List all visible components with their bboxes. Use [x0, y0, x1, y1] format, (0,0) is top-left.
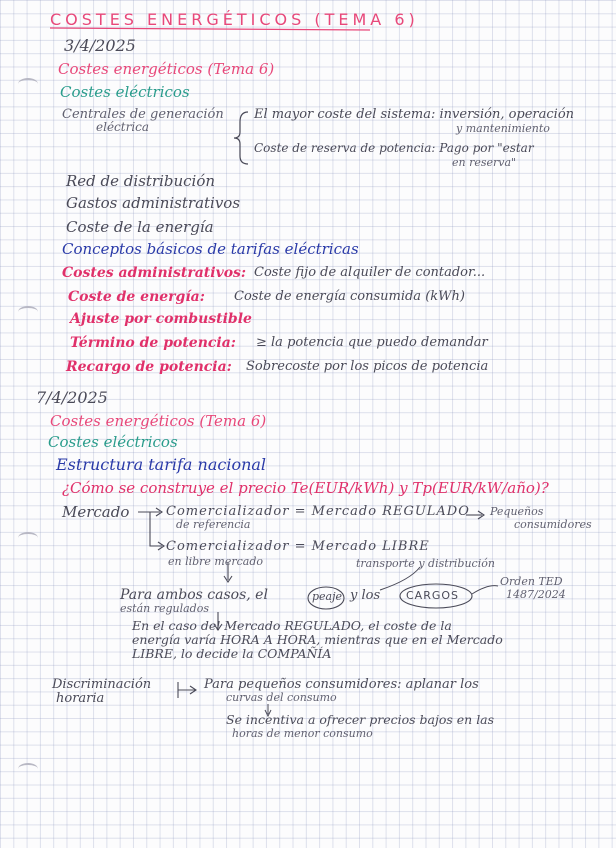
cargos-circled: CARGOS [406, 589, 460, 602]
concept-term: Recargo de potencia: [66, 359, 232, 375]
transporte-note: transporte y distribución [356, 557, 495, 570]
branch1-text-2: y mantenimiento [456, 122, 550, 135]
branch2-text-2: en reserva" [452, 156, 517, 169]
concept-term: Costes administrativos: [62, 265, 247, 281]
regulado-line-3: LIBRE, lo decide la COMPAÑÍA [132, 646, 332, 661]
section2-heading: Costes energéticos (Tema 6) [50, 412, 267, 430]
section1-heading: Costes energéticos (Tema 6) [58, 60, 275, 78]
structure-title: Estructura tarifa nacional [56, 455, 267, 474]
y-los: y los [350, 588, 381, 603]
concept-term: Ajuste por combustible [70, 311, 252, 327]
concept-desc: Coste fijo de alquiler de contador... [254, 265, 486, 280]
discrim-text-3: Se incentiva a ofrecer precios bajos en las [226, 712, 495, 727]
list-item-gastos: Gastos administrativos [66, 194, 241, 212]
estan-regulados: están regulados [120, 602, 209, 615]
concepts-title: Conceptos básicos de tarifas eléctricas [62, 240, 359, 258]
list-item-coste: Coste de la energía [66, 218, 214, 236]
regulado-line-2: energía varía HORA A HORA, mientras que en el Mercado [132, 632, 503, 647]
section1-subheading: Costes eléctricos [60, 83, 190, 101]
branch2-text: Coste de reserva de potencia: Pago por "estar [254, 141, 534, 155]
discriminacion-label: Discriminación [52, 677, 152, 692]
concept-desc: Coste de energía consumida (kWh) [234, 289, 465, 304]
pequenos-consumidores: Pequeños [490, 505, 544, 518]
centrales-label: Centrales de generación [62, 107, 224, 122]
comercializador-libre: Comercializador = Mercado LIBRE [166, 539, 430, 554]
comercializador-regulado: Comercializador = Mercado REGULADO [166, 504, 470, 519]
page-title: COSTES ENERGÉTICOS (TEMA 6) [50, 10, 419, 29]
comercializador-ref-sub: de referencia [176, 518, 251, 531]
list-item-red: Red de distribución [66, 172, 216, 190]
concept-term: Término de potencia: [70, 335, 236, 351]
question: ¿Cómo se construye el precio Te(EUR/kWh) y Tp(EUR/kW/año)? [62, 479, 549, 497]
orden-ted: Orden TED [500, 575, 563, 588]
discriminacion-label-2: horaria [56, 691, 105, 706]
regulado-line-1: En el caso del Mercado REGULADO, el coste de la [132, 618, 452, 633]
date-2: 7/4/2025 [36, 388, 108, 407]
concept-desc: Sobrecoste por los picos de potencia [246, 359, 489, 374]
date-1: 3/4/2025 [64, 36, 136, 55]
ambos-casos: Para ambos casos, el [120, 587, 268, 603]
peaje-circled: peaje [312, 590, 343, 603]
pequenos-consumidores-2: consumidores [514, 518, 592, 531]
mercado-label: Mercado [62, 503, 130, 521]
discrim-text: Para pequeños consumidores: aplanar los [204, 677, 479, 692]
discrim-text-2: curvas del consumo [226, 691, 337, 704]
centrales-label-2: eléctrica [96, 120, 150, 134]
comercializador-libre-sub: en libre mercado [168, 555, 264, 568]
orden-ted-2: 1487/2024 [506, 588, 566, 601]
concept-term: Coste de energía: [68, 289, 205, 305]
concept-desc: ≥ la potencia que puedo demandar [256, 335, 488, 350]
branch1-text: El mayor coste del sistema: inversión, operación [254, 107, 575, 122]
section2-subheading: Costes eléctricos [48, 433, 178, 451]
discrim-text-4: horas de menor consumo [232, 727, 373, 740]
